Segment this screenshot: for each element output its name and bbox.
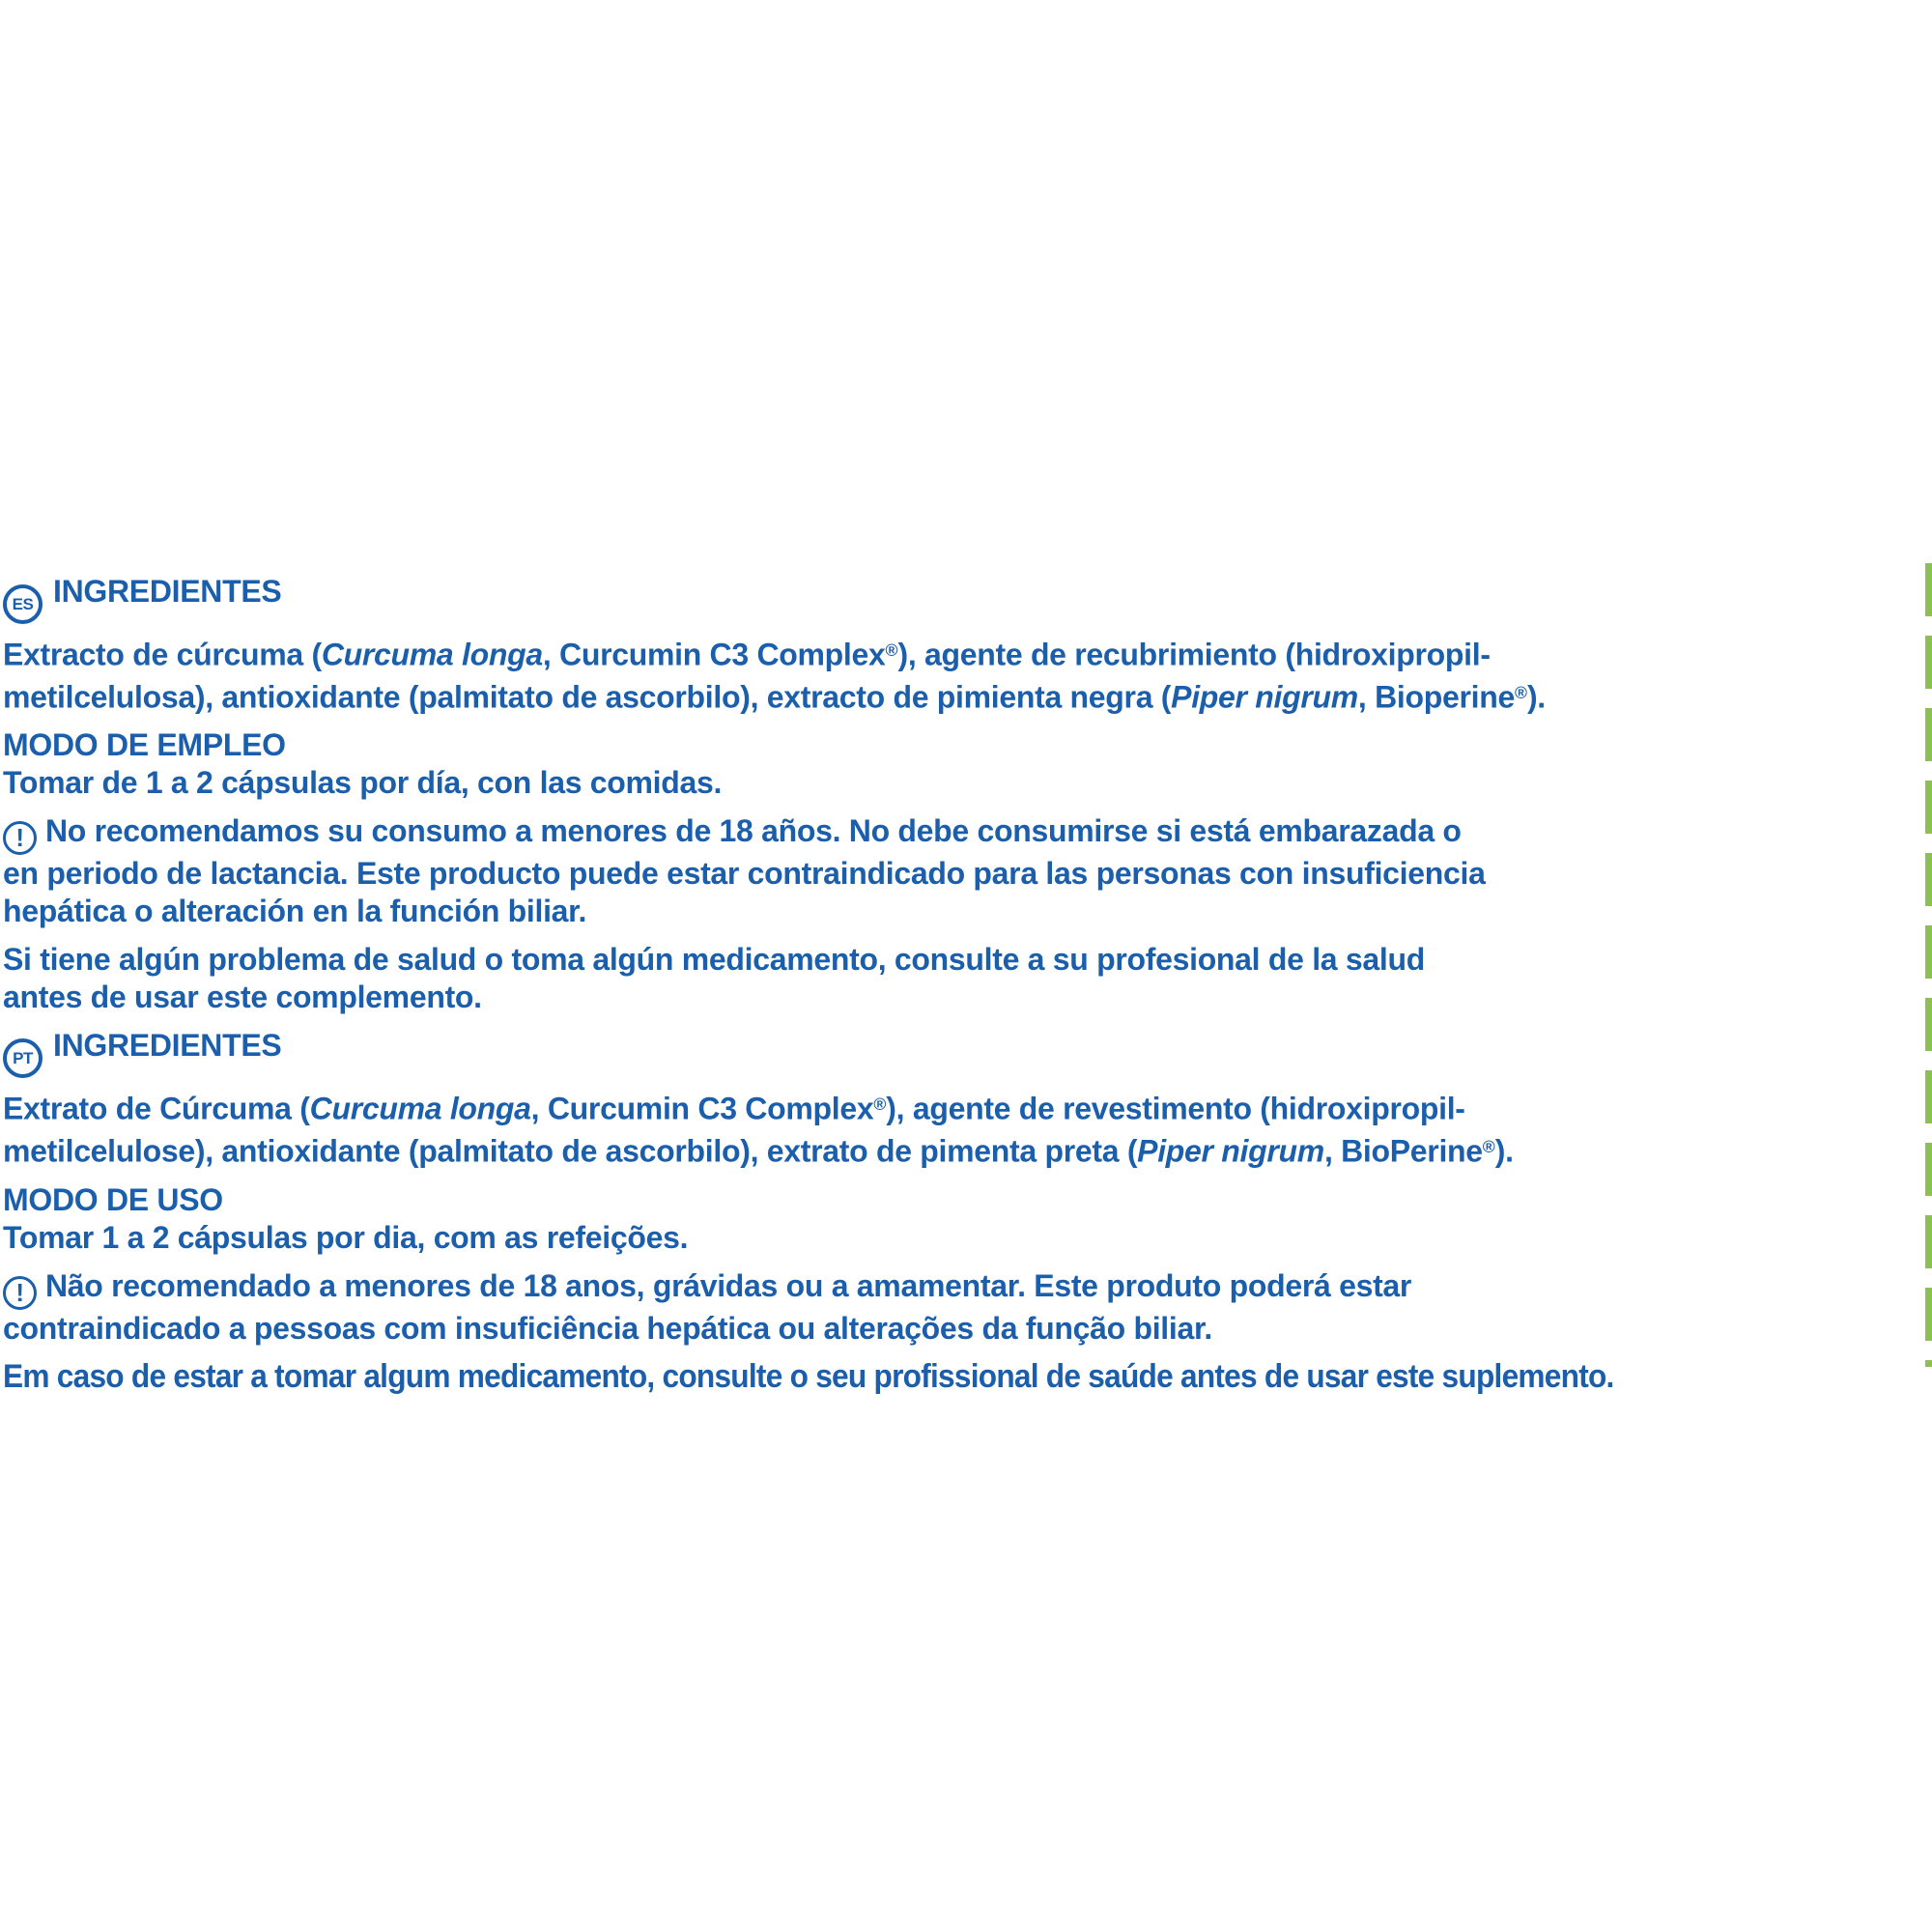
label-text-segment: Tomar 1 a 2 cápsulas por dia, com as refeições. [3, 1219, 689, 1255]
label-text-segment: INGREDIENTES [53, 1028, 282, 1064]
label-text-segment: Tomar de 1 a 2 cápsulas por día, con las comidas. [3, 765, 723, 801]
label-text-segment: en periodo de lactancia. Este producto puede estar contraindicado para las personas con insuficiencia [3, 856, 1486, 892]
label-line-2 [3, 674, 1929, 717]
label-text-segment: Não recomendado a menores de 18 anos, grávidas ou a amamentar. Este produto poderá estar [45, 1267, 1412, 1303]
label-text-segment: , Curcumin C3 Complex [530, 1092, 874, 1127]
label-text-segment: ). [1494, 1133, 1514, 1169]
label-line-11 [3, 1086, 1929, 1128]
warning-icon: ! [3, 821, 37, 855]
label-text-segment: No recomendamos su consumo a menores de 18 años. No debe consumirse si está embarazada o [45, 813, 1462, 849]
label-text-segment: Extracto de cúrcuma ( [3, 637, 322, 672]
label-text [3, 573, 1929, 1396]
label-text-segment: metilcelulose), antioxidante (palmitato de ascorbilo), extrato de pimenta preta ( [3, 1133, 1138, 1169]
label-text-segment: , BioPerine [1323, 1133, 1483, 1169]
label-text-segment: ), agente de revestimento (hidroxipropil- [886, 1092, 1465, 1127]
label-text-segment: MODO DE USO [3, 1181, 223, 1217]
green-dashed-separator [1925, 563, 1932, 1367]
label-text-segment: antes de usar este complemento. [3, 980, 482, 1015]
label-text-segment: Em caso de estar a tomar algum medicamento, consulte o seu profissional de saúde antes de usar este suplemento. [3, 1357, 1614, 1395]
warning-icon: ! [3, 1276, 37, 1310]
latin-name-text: Curcuma longa [309, 1092, 531, 1127]
label-text-segment: contraindicado a pessoas com insuficiência hepática ou alterações da função biliar. [3, 1310, 1212, 1346]
latin-name-text: Curcuma longa [321, 637, 543, 672]
registered-mark: ® [1482, 1137, 1495, 1157]
label-text-segment: , Bioperine [1357, 679, 1515, 715]
label-line-13 [3, 1181, 1929, 1219]
label-text-segment: INGREDIENTES [53, 574, 282, 609]
label-text-segment: Extrato de Cúrcuma ( [3, 1092, 310, 1127]
label-line-12 [3, 1128, 1929, 1171]
label-line-16 [3, 1310, 1929, 1348]
label-line-4 [3, 764, 1929, 802]
label-line-6 [3, 855, 1929, 893]
label-text-segment: ), agente de recubrimiento (hidroxipropil- [897, 637, 1491, 672]
label-line-9 [3, 979, 1929, 1016]
label-line-7 [3, 893, 1929, 930]
lang-badge-pt: PT [3, 1038, 43, 1078]
label-line-17 [3, 1358, 1929, 1396]
registered-mark: ® [1514, 682, 1527, 702]
condensed-text [3, 1358, 1614, 1396]
label-text-segment: MODO DE EMPLEO [3, 727, 286, 763]
label-line-14 [3, 1219, 1929, 1257]
label-line-10 [3, 1027, 1929, 1078]
registered-mark: ® [885, 640, 898, 660]
label-line-0 [3, 573, 1929, 624]
latin-name-text: Piper nigrum [1137, 1133, 1324, 1169]
label-line-3 [3, 726, 1929, 764]
latin-name-text: Piper nigrum [1171, 679, 1358, 715]
label-text-segment: ). [1526, 679, 1546, 715]
registered-mark: ® [873, 1094, 887, 1115]
label-text-segment: , Curcumin C3 Complex [542, 637, 886, 672]
label-line-15 [3, 1267, 1929, 1310]
label-line-8 [3, 941, 1929, 979]
label-text-segment: metilcelulosa), antioxidante (palmitato de ascorbilo), extracto de pimienta negra ( [3, 679, 1172, 715]
label-text-segment: hepática o alteración en la función biliar. [3, 894, 587, 929]
label-text-segment: Si tiene algún problema de salud o toma algún medicamento, consulte a su profesional de la salud [3, 942, 1425, 978]
lang-badge-es: ES [3, 584, 43, 624]
label-line-1 [3, 632, 1929, 674]
label-line-5 [3, 812, 1929, 855]
